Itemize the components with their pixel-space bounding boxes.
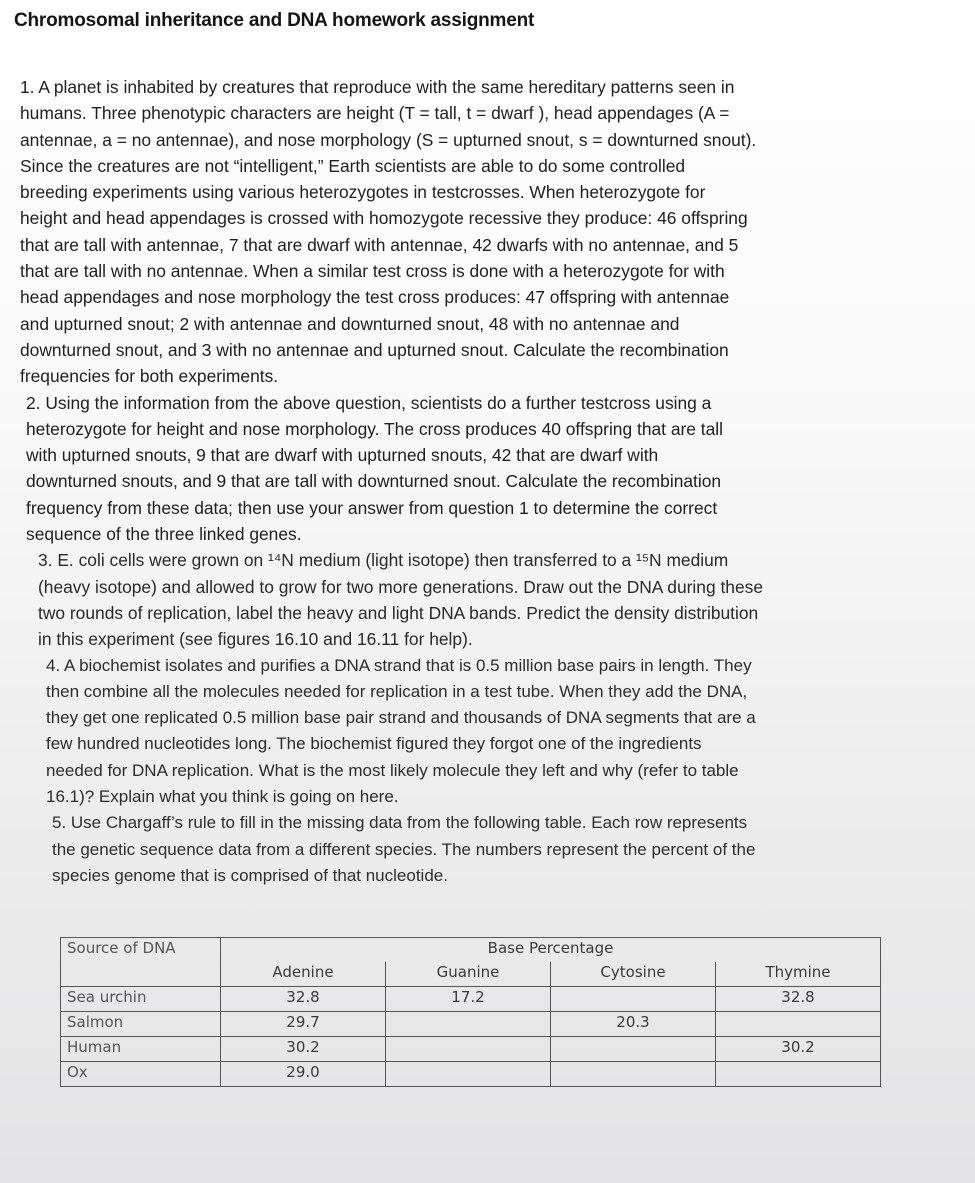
column-header-adenine: Adenine (221, 962, 386, 987)
cell-guanine (386, 1037, 551, 1062)
cell-adenine: 29.0 (221, 1062, 386, 1087)
row-source: Human (61, 1037, 221, 1062)
cell-guanine (386, 1062, 551, 1087)
text-line: downturned snouts, and 9 that are tall with downturned snout. Calculate the recombination (26, 471, 722, 492)
table-column-row (61, 962, 881, 987)
cell-thymine (716, 1012, 881, 1037)
text-line: frequency from these data; then use your answer from question 1 to determine the correct (26, 497, 718, 518)
cell-cytosine (551, 987, 716, 1012)
page-title: Chromosomal inheritance and DNA homework assignment (14, 10, 535, 31)
question-1 (20, 74, 920, 390)
dna-table-wrapper (60, 937, 880, 1087)
cell-cytosine (551, 1062, 716, 1087)
text-line: downturned snout, and 3 with no antennae and upturned snout. Calculate the recombination (20, 339, 729, 360)
text-line: with upturned snouts, 9 that are dwarf with upturned snouts, 42 that are dwarf with (26, 445, 659, 466)
text-line: few hundred nucleotides long. The biochemist figured they forgot one of the ingredients (46, 734, 702, 754)
table-cell (61, 962, 221, 987)
cell-cytosine (551, 1037, 716, 1062)
row-source: Salmon (61, 1012, 221, 1037)
text-line: 4. A biochemist isolates and purifies a DNA strand that is 0.5 million base pairs in length. They (46, 655, 752, 675)
cell-guanine (386, 1012, 551, 1037)
table-row (61, 1062, 881, 1087)
column-header-guanine: Guanine (386, 962, 551, 987)
text-line: frequencies for both experiments. (20, 366, 279, 387)
cell-adenine: 29.7 (221, 1012, 386, 1037)
text-line: needed for DNA replication. What is the most likely molecule they left and why (refer to table (46, 760, 739, 780)
text-line: (heavy isotope) and allowed to grow for two more generations. Draw out the DNA during these (38, 576, 763, 597)
text-line: 1. A planet is inhabited by creatures that reproduce with the same hereditary patterns seen in (20, 77, 735, 97)
table-row (61, 987, 881, 1012)
cell-thymine: 30.2 (716, 1037, 881, 1062)
text-line: breeding experiments using various heterozygotes in testcrosses. When heterozygote for (20, 182, 706, 203)
text-line: 5. Use Chargaff’s rule to fill in the missing data from the following table. Each row represents (52, 813, 748, 833)
text-line: head appendages and nose morphology the test cross produces: 47 offspring with antennae (20, 287, 730, 308)
cell-adenine: 32.8 (221, 987, 386, 1012)
text-line: then combine all the molecules needed for replication in a test tube. When they add the DNA, (46, 681, 748, 701)
cell-cytosine: 20.3 (551, 1012, 716, 1037)
table-row (61, 1012, 881, 1037)
text-line: and upturned snout; 2 with antennae and downturned snout, 48 with no antennae and (20, 313, 680, 334)
text-line: the genetic sequence data from a different species. The numbers represent the percent of the (52, 839, 756, 859)
cell-thymine: 32.8 (716, 987, 881, 1012)
question-4 (20, 653, 920, 811)
table-header-row (61, 938, 881, 963)
text-line: antennae, a = no antennae), and nose morphology (S = upturned snout, s = downturned snout). (20, 129, 757, 150)
text-line: height and head appendages is crossed with homozygote recessive they produce: 46 offspring (20, 208, 748, 229)
table-row (61, 1037, 881, 1062)
text-line: they get one replicated 0.5 million base pair strand and thousands of DNA segments that are a (46, 708, 756, 728)
column-header-cytosine: Cytosine (551, 962, 716, 987)
text-line: 16.1)? Explain what you think is going on here. (46, 787, 399, 807)
cell-thymine (716, 1062, 881, 1087)
questions-body (20, 74, 920, 889)
question-5 (20, 810, 920, 889)
text-line: two rounds of replication, label the heavy and light DNA bands. Predict the density distribution (38, 602, 759, 623)
text-line: in this experiment (see figures 16.10 and 16.11 for help). (38, 629, 473, 650)
text-line: that are tall with antennae, 7 that are dwarf with antennae, 42 dwarfs with no antennae, and 5 (20, 234, 739, 255)
row-source: Sea urchin (61, 987, 221, 1012)
cell-guanine: 17.2 (386, 987, 551, 1012)
text-line: Since the creatures are not “intelligent,” Earth scientists are able to do some controlled (20, 155, 686, 176)
text-line: 3. E. coli cells were grown on ¹⁴N medium (light isotope) then transferred to a ¹⁵N medium (38, 550, 729, 571)
text-line: heterozygote for height and nose morphology. The cross produces 40 offspring that are tall (26, 418, 724, 439)
cell-adenine: 30.2 (221, 1037, 386, 1062)
text-line: that are tall with no antennae. When a similar test cross is done with a heterozygote for with (20, 261, 725, 282)
base-percentage-header: Base Percentage (221, 938, 881, 963)
question-2 (20, 390, 920, 548)
text-line: humans. Three phenotypic characters are height (T = tall, t = dwarf ), head appendages (A = (20, 103, 730, 124)
question-3 (20, 547, 920, 652)
column-header-thymine: Thymine (716, 962, 881, 987)
text-line: 2. Using the information from the above question, scientists do a further testcross using a (26, 392, 712, 413)
text-line: sequence of the three linked genes. (26, 524, 302, 545)
dna-base-table (60, 937, 881, 1087)
text-line: species genome that is comprised of that nucleotide. (52, 865, 448, 885)
row-source: Ox (61, 1062, 221, 1087)
source-header: Source of DNA (61, 938, 221, 963)
